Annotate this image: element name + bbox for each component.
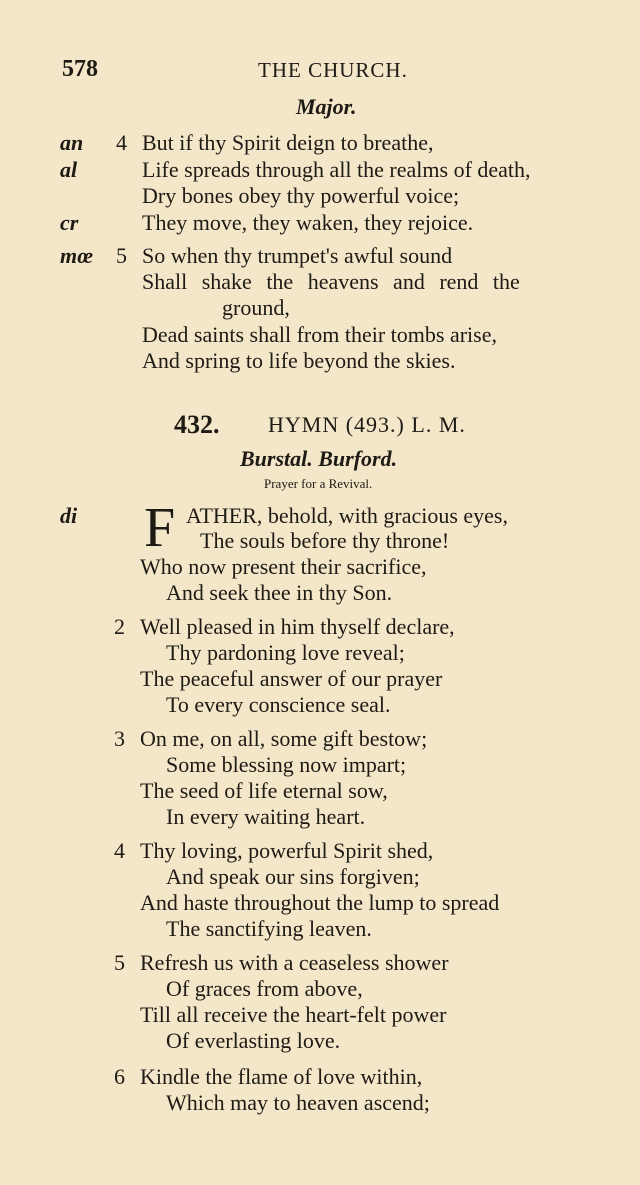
verse-line: Refresh us with a ceaseless shower bbox=[140, 950, 449, 975]
verse-line: Life spreads through all the realms of death, bbox=[142, 157, 531, 182]
hymn-title: HYMN (493.) L. M. bbox=[268, 412, 466, 437]
stanza-number: 6 bbox=[114, 1064, 125, 1089]
verse-line: And haste throughout the lump to spread bbox=[140, 890, 500, 915]
stanza-number: 5 bbox=[116, 243, 127, 268]
verse-line: Dead saints shall from their tombs arise, bbox=[142, 322, 497, 347]
verse-line: Well pleased in him thyself declare, bbox=[140, 614, 455, 639]
verse-line: ground, bbox=[222, 295, 290, 320]
dynamic-mark: cr bbox=[60, 210, 79, 235]
tune-name: Major. bbox=[296, 94, 357, 119]
verse-line: The sanctifying leaven. bbox=[166, 916, 372, 941]
verse-line: Thy loving, powerful Spirit shed, bbox=[140, 838, 434, 863]
stanza-number: 5 bbox=[114, 950, 125, 975]
drop-capital: F bbox=[144, 497, 176, 559]
verse-line: The souls before thy throne! bbox=[200, 528, 450, 553]
stanza-number: 3 bbox=[114, 726, 125, 751]
verse-line: They move, they waken, they rejoice. bbox=[142, 210, 474, 235]
tune-names: Burstal. Burford. bbox=[240, 446, 398, 471]
verse-line: In every waiting heart. bbox=[166, 804, 366, 829]
dynamic-mark: di bbox=[60, 503, 78, 528]
stanza-number: 4 bbox=[116, 130, 127, 155]
verse-line: And speak our sins forgiven; bbox=[166, 864, 420, 889]
stanza-number: 2 bbox=[114, 614, 125, 639]
verse-line: ATHER, behold, with gracious eyes, bbox=[186, 503, 508, 528]
verse-line: Till all receive the heart-felt power bbox=[140, 1002, 447, 1027]
dynamic-mark: an bbox=[60, 130, 84, 155]
dynamic-mark: al bbox=[60, 157, 78, 182]
verse-line: Dry bones obey thy powerful voice; bbox=[142, 183, 460, 208]
verse-line: So when thy trumpet's awful sound bbox=[142, 243, 453, 268]
hymn-number: 432. bbox=[174, 410, 220, 439]
verse-line: To every conscience seal. bbox=[166, 692, 391, 717]
verse-line: The seed of life eternal sow, bbox=[140, 778, 388, 803]
verse-line: Shall shake the heavens and rend the bbox=[142, 269, 520, 294]
verse-line: Of everlasting love. bbox=[166, 1028, 341, 1053]
verse-line: Some blessing now impart; bbox=[166, 752, 407, 777]
running-head: THE CHURCH. bbox=[258, 58, 408, 82]
verse-line: And spring to life beyond the skies. bbox=[142, 348, 456, 373]
stanza-number: 4 bbox=[114, 838, 125, 863]
verse-line: But if thy Spirit deign to breathe, bbox=[142, 130, 434, 155]
verse-line: Which may to heaven ascend; bbox=[166, 1090, 430, 1115]
verse-line: Of graces from above, bbox=[166, 976, 363, 1001]
page-number: 578 bbox=[62, 56, 98, 82]
hymn-subject: Prayer for a Revival. bbox=[264, 476, 373, 491]
verse-line: Thy pardoning love reveal; bbox=[166, 640, 405, 665]
verse-line: And seek thee in thy Son. bbox=[166, 580, 393, 605]
verse-line: Who now present their sacrifice, bbox=[140, 554, 427, 579]
verse-line: On me, on all, some gift bestow; bbox=[140, 726, 428, 751]
dynamic-mark: mœ bbox=[60, 243, 93, 268]
verse-line: The peaceful answer of our prayer bbox=[140, 666, 443, 691]
verse-line: Kindle the flame of love within, bbox=[140, 1064, 423, 1089]
